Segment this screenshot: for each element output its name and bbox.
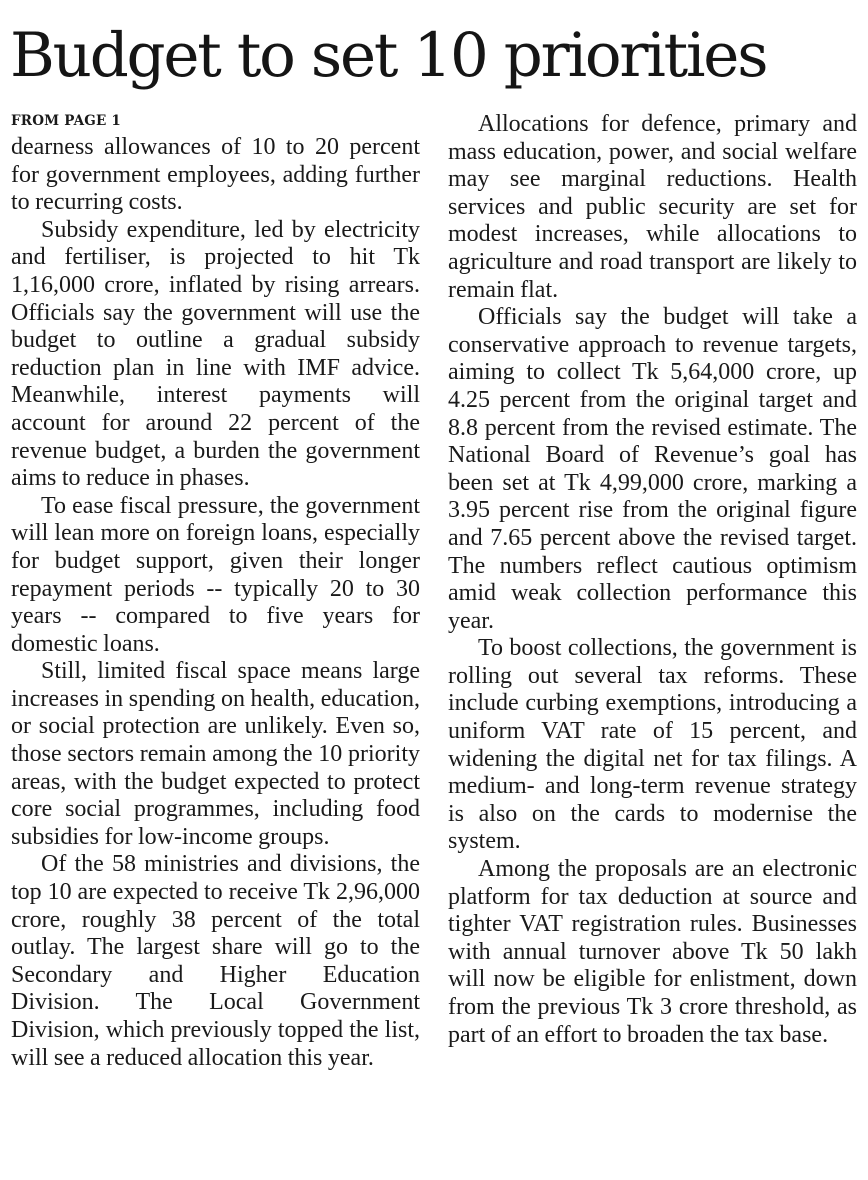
paragraph: Allocations for defence, primary and mass education, power, and social welfare may see marginal reductions. Health services and public security are set for modest increases, while allocations to agriculture and road transport are likely to remain flat. <box>448 111 857 303</box>
right-column <box>448 108 857 1049</box>
paragraph: Subsidy expenditure, led by electricity and fertiliser, is projected to hit Tk 1,16,000 crore, inflated by rising arrears. Officials say the government will use the budget to outline a gradual subsidy reduction plan in line with IMF advice. Meanwhile, interest payments will account for around 22 percent of the revenue budget, a burden the government aims to reduce in phases. <box>11 216 420 492</box>
paragraph: To boost collections, the government is rolling out several tax reforms. These include curbing exemptions, introducing a uniform VAT rate of 15 percent, and widening the digital net for tax filings. A medium- and long-term revenue strategy is also on the cards to modernise the system. <box>448 635 857 855</box>
kicker-from-page: FROM PAGE 1 <box>11 113 121 129</box>
headline: Budget to set 10 priorities <box>10 20 767 91</box>
paragraph: Of the 58 ministries and divisions, the top 10 are expected to receive Tk 2,96,000 crore, roughly 38 percent of the total outlay. The largest share will go to the Secondary and Higher Education Division. The Local Government Division, which previously topped the list, will see a reduced allocation this year. <box>11 851 420 1071</box>
paragraph: Officials say the budget will take a conservative approach to revenue targets, aiming to collect Tk 5,64,000 crore, up 4.25 percent from the original target and 8.8 percent from the revised estimate. The National Board of Revenue’s goal has been set at Tk 4,99,000 crore, marking a 3.95 percent rise from the original figure and 7.65 percent above the revised target. The numbers reflect cautious optimism amid weak collection performance this year. <box>448 304 857 634</box>
left-column <box>11 108 420 1072</box>
paragraph: dearness allowances of 10 to 20 percent for government employees, adding further to recurring costs. <box>11 134 420 216</box>
paragraph: To ease fiscal pressure, the government will lean more on foreign loans, especially for budget support, given their longer repayment periods -- typically 20 to 30 years -- compared to five years for domestic loans. <box>11 492 420 657</box>
paragraph: Still, limited fiscal space means large increases in spending on health, education, or social protection are unlikely. Even so, those sectors remain among the 10 priority areas, with the budget expected to protect core social programmes, including food subsidies for low-income groups. <box>11 658 420 850</box>
paragraph: Among the proposals are an electronic platform for tax deduction at source and tighter VAT registration rules. Businesses with annual turnover above Tk 50 lakh will now be eligible for enlistment, down from the previous Tk 3 crore threshold, as part of an effort to broaden the tax base. <box>448 856 857 1048</box>
